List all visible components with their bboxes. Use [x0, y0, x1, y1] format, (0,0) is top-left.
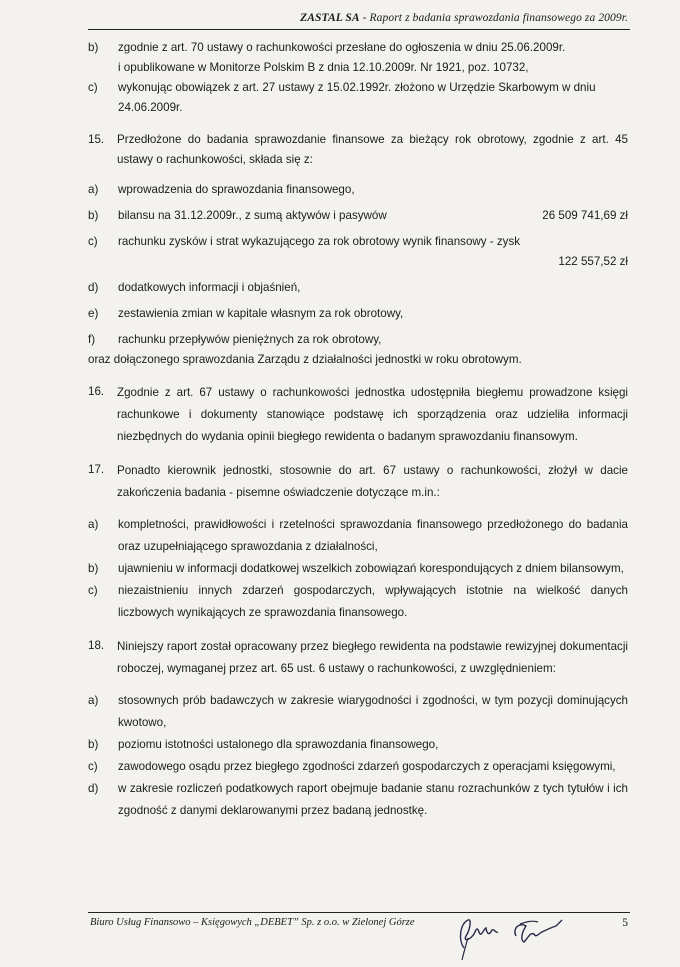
sec18-item-b	[88, 734, 628, 756]
page-header	[88, 12, 628, 24]
section-17	[88, 460, 628, 504]
document-body	[88, 38, 628, 822]
item-label: b)	[88, 738, 99, 751]
item-amount: 122 557,52 zł	[558, 255, 628, 268]
item-label: b)	[88, 209, 99, 222]
sec18-item-a	[88, 690, 628, 734]
page-number: 5	[622, 917, 628, 929]
item-text: ujawnieniu w informacji dodatkowej wszelkich zobowiązań korespondujących z dniem bilansowym,	[118, 562, 624, 575]
section-intro: Przedłożone do badania sprawozdanie finansowe za bieżący rok obrotowy, zgodnie z art. 45 ustawy o rachunkowości, składa się z:	[117, 133, 628, 166]
item-label: f)	[88, 333, 96, 346]
section-number: 17.	[88, 463, 105, 476]
item-label: d)	[88, 281, 99, 294]
item-label: a)	[88, 694, 99, 707]
header-title: - Raport z badania sprawozdania finansowego za 2009r.	[359, 12, 628, 24]
item-label: c)	[88, 584, 98, 597]
sec14-item-b	[88, 38, 628, 78]
item-amount: 26 509 741,69 zł	[542, 209, 628, 222]
item-text: dodatkowych informacji i objaśnień,	[118, 281, 301, 294]
item-label: a)	[88, 518, 99, 531]
item-label: c)	[88, 81, 98, 94]
item-text: kompletności, prawidłowości i rzetelności sprawozdania finansowego przedłożonego do badania oraz uzupełniającego sprawozdania z działalności,	[118, 518, 628, 553]
item-text: zgodnie z art. 70 ustawy o rachunkowości przesłane do ogłoszenia w dniu 25.06.2009r.	[118, 41, 566, 54]
section-18	[88, 636, 628, 680]
item-text: niezaistnieniu innych zdarzeń gospodarczych, wpływających istotnie na wielkość danych liczbowych wynikających ze sprawozdania finansowego.	[118, 584, 628, 619]
item-label: d)	[88, 782, 99, 795]
item-text: zestawienia zmian w kapitale własnym za rok obrotowy,	[118, 307, 404, 320]
section-number: 16.	[88, 385, 105, 398]
item-text: i opublikowane w Monitorze Polskim B z dnia 12.10.2009r. Nr 1921, poz. 10732,	[118, 61, 529, 74]
item-text: rachunku przepływów pieniężnych za rok obrotowy,	[118, 333, 382, 346]
sec15-item-f	[88, 330, 628, 350]
sec14-item-c	[88, 78, 628, 118]
section-text: Zgodnie z art. 67 ustawy o rachunkowości jednostka udostępniła biegłemu prowadzone księgi rachunkowe i dokumenty stanowiące podstawę ich sporządzenia oraz udzieliła informacji niezbędnych do wydania opinii biegłego rewidenta o badanym sprawozdaniu finansowym.	[117, 386, 628, 443]
sec15-item-e	[88, 304, 628, 324]
sec15-item-c	[88, 232, 628, 272]
item-text: 24.06.2009r.	[118, 101, 183, 114]
item-text: wykonując obowiązek z art. 27 ustawy z 15.02.1992r. złożono w Urzędzie Skarbowym w dniu	[118, 81, 596, 94]
section-number: 15.	[88, 133, 105, 146]
item-text: stosownych prób badawczych w zakresie wiarygodności i zgodności, w tym pozycji dominujących kwotowo,	[118, 694, 628, 729]
sec17-item-b	[88, 558, 628, 580]
item-text: w zakresie rozliczeń podatkowych raport obejmuje badanie stanu rozrachunków z tych tytułów i ich zgodność z danymi deklarowanymi przez badaną jednostkę.	[118, 782, 628, 817]
section-16	[88, 382, 628, 448]
sec15-item-b	[88, 206, 628, 226]
item-label: a)	[88, 183, 99, 196]
item-text: poziomu istotności ustalonego dla sprawozdania finansowego,	[118, 738, 439, 751]
section-intro: Ponadto kierownik jednostki, stosownie do art. 67 ustawy o rachunkowości, złożył w dacie zakończenia badania - pisemne oświadczenie dotyczące m.in.:	[117, 464, 628, 499]
item-text: wprowadzenia do sprawozdania finansowego,	[118, 183, 355, 196]
sec15-item-d	[88, 278, 628, 298]
item-label: b)	[88, 562, 99, 575]
footer-text: Biuro Usług Finansowo – Księgowych „DEBET” Sp. z o.o. w Zielonej Górze	[90, 917, 415, 928]
item-text: rachunku zysków i strat wykazującego za rok obrotowy wynik finansowy - zysk	[118, 235, 521, 248]
handwritten-signature-icon	[450, 910, 580, 965]
sec18-item-d	[88, 778, 628, 822]
sec18-item-c	[88, 756, 628, 778]
item-label: e)	[88, 307, 99, 320]
section-outro: oraz dołączonego sprawozdania Zarządu z działalności jednostki w roku obrotowym.	[88, 353, 522, 366]
section-intro: Niniejszy raport został opracowany przez biegłego rewidenta na podstawie rewizyjnej dokumentacji roboczej, wymaganej przez art. 65 ust. 6 ustawy o rachunkowości, z uwzględnieniem:	[117, 640, 628, 675]
item-label: c)	[88, 235, 98, 248]
item-text: zawodowego osądu przez biegłego zgodności zdarzeń gospodarczych z operacjami księgowymi,	[118, 760, 616, 773]
item-label: c)	[88, 760, 98, 773]
sec15-item-a	[88, 180, 628, 200]
header-rule	[88, 29, 630, 30]
sec17-item-c	[88, 580, 628, 624]
header-company: ZASTAL SA	[300, 12, 360, 24]
sec17-item-a	[88, 514, 628, 558]
section-15	[88, 130, 628, 170]
item-label: b)	[88, 41, 99, 54]
section-number: 18.	[88, 639, 105, 652]
item-text: bilansu na 31.12.2009r., z sumą aktywów i pasywów	[118, 209, 387, 222]
